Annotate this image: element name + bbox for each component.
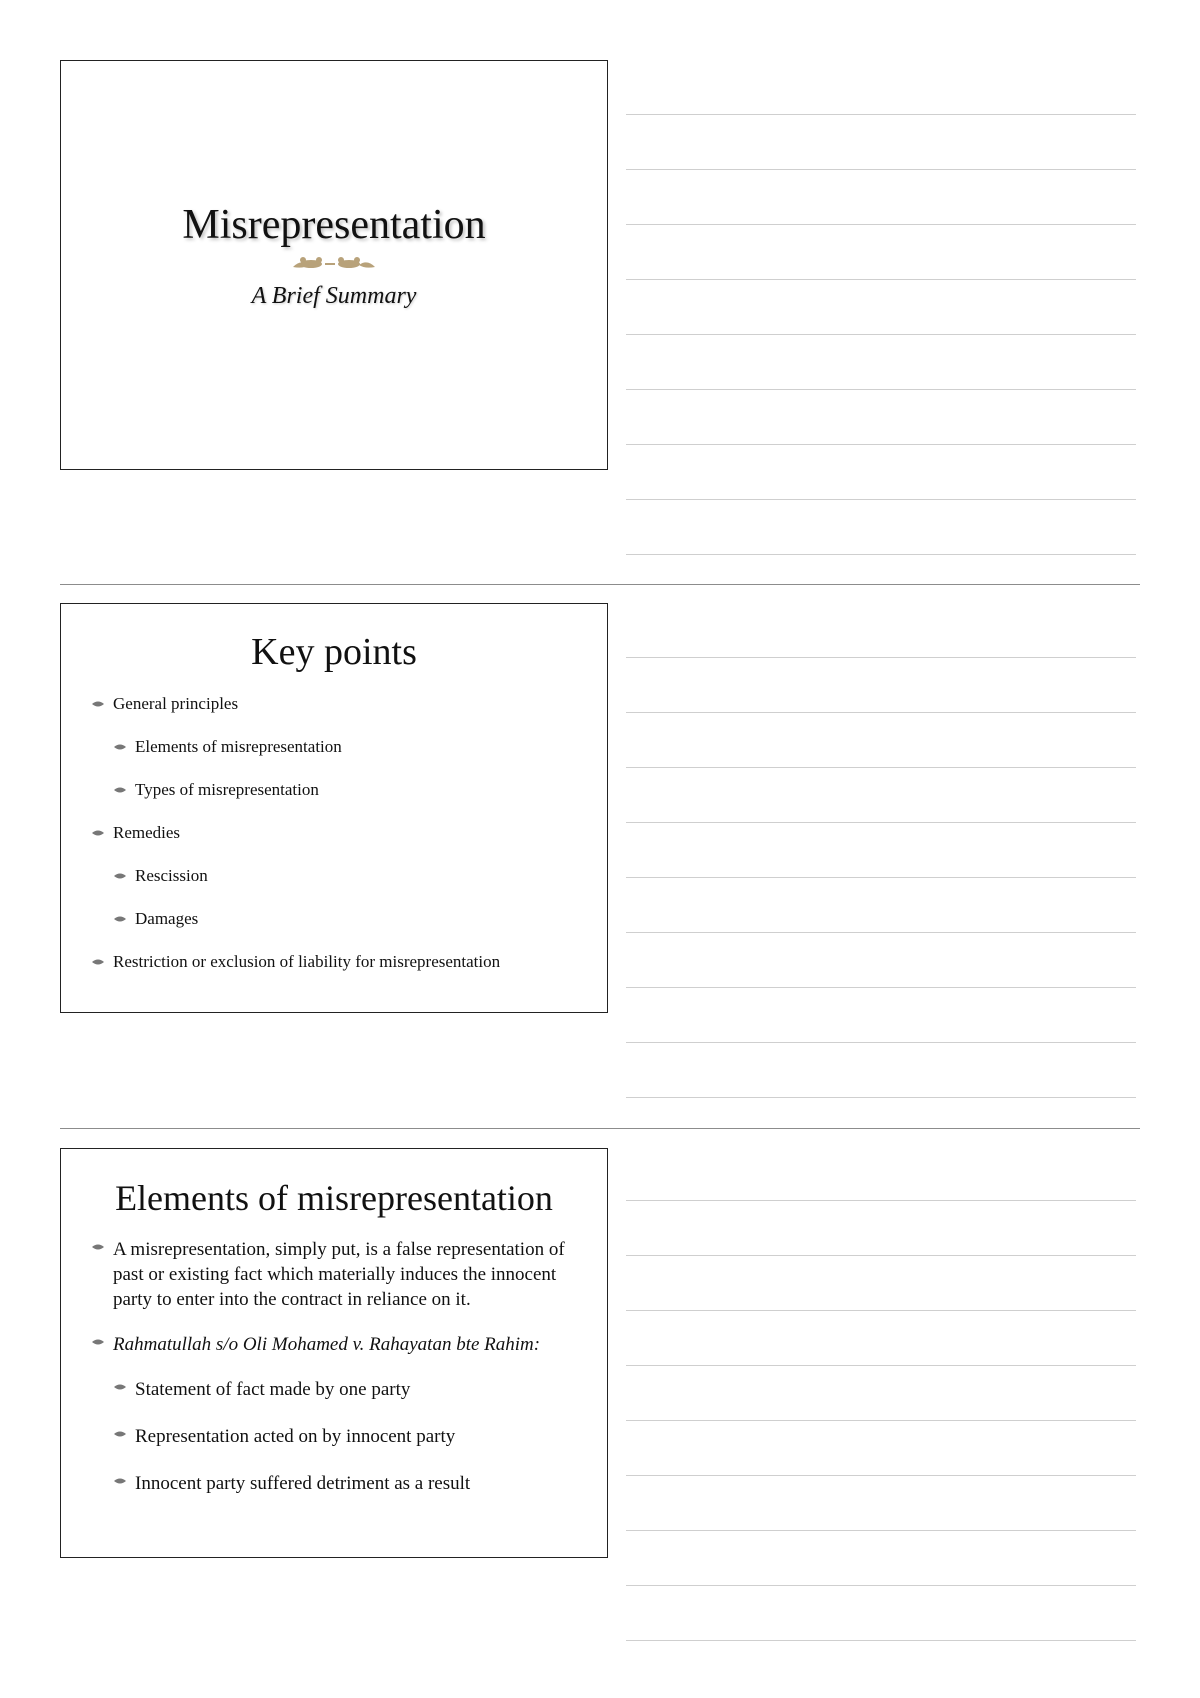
list-item: A misrepresentation, simply put, is a false representation of past or existing fact which materially induces the innocent party to enter into the contract in reliance on it.	[91, 1237, 587, 1312]
list-item: Representation acted on by innocent party	[113, 1424, 587, 1449]
bullet-icon	[113, 1380, 127, 1394]
list-item: Remedies	[91, 823, 587, 843]
slide-1	[60, 60, 608, 470]
ornament-icon	[61, 253, 607, 277]
list-item: Elements of misrepresentation	[113, 737, 587, 757]
list-item: Damages	[113, 909, 587, 929]
bullet-icon	[91, 1240, 105, 1254]
slide-2-title: Key points	[251, 631, 417, 673]
page-separator	[60, 584, 1140, 585]
bullet-icon	[91, 1335, 105, 1349]
slide-1-subtitle: A Brief Summary	[251, 283, 417, 309]
bullet-icon	[113, 869, 127, 883]
bullet-icon	[113, 783, 127, 797]
slide-2-bullet-list	[91, 694, 587, 995]
slide-1-title: Misrepresentation	[182, 202, 486, 248]
list-item: Innocent party suffered detriment as a result	[113, 1471, 587, 1496]
bullet-icon	[113, 740, 127, 754]
list-item: Types of misrepresentation	[113, 780, 587, 800]
slide-3-title: Elements of misrepresentation	[115, 1178, 553, 1218]
slide-3-bullet-list	[91, 1237, 587, 1518]
bullet-icon	[113, 1474, 127, 1488]
bullet-icon	[113, 1427, 127, 1441]
bullet-icon	[91, 955, 105, 969]
slide-2	[60, 603, 608, 1013]
slide-3	[60, 1148, 608, 1558]
bullet-icon	[91, 697, 105, 711]
list-item: Rescission	[113, 866, 587, 886]
list-item: Restriction or exclusion of liability for misrepresentation	[91, 952, 587, 972]
bullet-icon	[113, 912, 127, 926]
bullet-icon	[91, 826, 105, 840]
page-separator	[60, 1128, 1140, 1129]
list-item: General principles	[91, 694, 587, 714]
list-item: Rahmatullah s/o Oli Mohamed v. Rahayatan bte Rahim:	[91, 1332, 587, 1357]
list-item: Statement of fact made by one party	[113, 1377, 587, 1402]
